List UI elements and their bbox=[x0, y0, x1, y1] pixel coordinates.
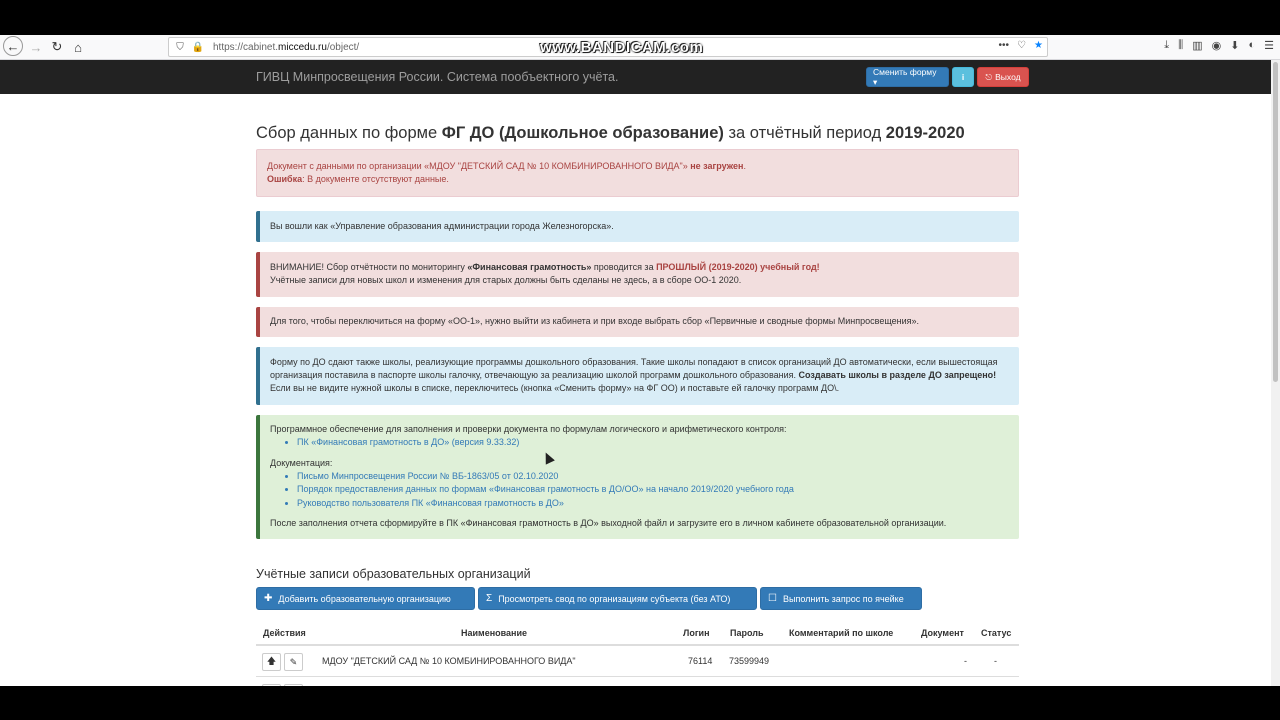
account-icon[interactable]: ◉ bbox=[1211, 40, 1222, 52]
page-title: Сбор данных по форме ФГ ДО (Дошкольное образование) за отчётный период 2019-2020 bbox=[256, 124, 965, 142]
table-header: Действия Наименование Логин Пароль Комментарий по школе Документ Статус bbox=[256, 622, 1019, 646]
page-actions-icon[interactable]: ••• bbox=[998, 40, 1010, 51]
downloads-icon[interactable]: ⤓ bbox=[1164, 39, 1170, 51]
change-form-button[interactable]: Сменить форму ▾ bbox=[866, 67, 949, 87]
logout-label: Выход bbox=[995, 72, 1021, 82]
cell-query-button[interactable]: ☐ Выполнить запрос по ячейке bbox=[760, 587, 922, 610]
checkbox-icon: ☐ bbox=[768, 593, 777, 604]
bandicam-watermark: www.BANDICAM.com bbox=[540, 39, 704, 56]
org-status: - bbox=[994, 656, 997, 666]
software-alert: Программное обеспечение для заполнения и проверки документа по формулам логического и арифметического контроля: • ПК «Финансовая грамотность в ДО» (версия 9.33.32) Документация: • Письмо Минпросвещения России № ВБ-1863/05 от 02.10.2020 • Порядок предоставления данных по формам «Финансовая грамотность в ДО/ОО» на начало 2019/2020 учебного года • Руководство пользователя ПК «Финансовая грамотность в ДО» После заполнения отчета сформируйте в ПК «Финансовая грамотность в ДО» выходной файл и загрузите его в личном кабинете образовательной организации. bbox=[256, 415, 1019, 539]
logout-button[interactable] bbox=[977, 67, 1029, 87]
add-organization-button[interactable]: ✚ Добавить образовательную организацию bbox=[256, 587, 475, 610]
org-document[interactable]: - bbox=[964, 656, 967, 666]
home-icon[interactable]: ⌂ bbox=[74, 39, 82, 55]
org-name: МДОУ "ДЕТСКИЙ САД № 10 КОМБИНИРОВАННОГО ВИДА" bbox=[322, 656, 576, 666]
video-letterbox-bottom bbox=[0, 686, 1280, 720]
org-password: 73599949 bbox=[729, 656, 770, 666]
info-icon: i bbox=[961, 72, 965, 82]
download-arrow-icon[interactable]: ⬇ bbox=[1230, 40, 1240, 52]
sigma-icon: Σ bbox=[486, 593, 493, 604]
org-login: 76114 bbox=[688, 656, 713, 666]
info-button[interactable] bbox=[952, 67, 974, 87]
up-arrow-icon[interactable]: 🡅 bbox=[262, 653, 281, 671]
menu-icon[interactable]: ☰ bbox=[1264, 40, 1274, 52]
doc-link-user-guide[interactable]: Руководство пользователя ПК «Финансовая грамотность в ДО» bbox=[297, 497, 564, 508]
view-summary-button[interactable]: Σ Просмотреть свод по организациям субъекта (без АТО) bbox=[478, 587, 757, 610]
schools-info-alert: Форму по ДО сдают также школы, реализующие программы дошкольного образования. Такие школы попадают в список организаций ДО автоматически, если вышестоящая организация поставила в паспорте школы галочку, отвечающую за реализацию школой программ дошкольного образования. Создавать школы в разделе ДО запрещено! Если вы не видите нужной школы в списке, переключитесь (кнопка «Сменить форму» на ФГ ОО) и поставьте ей галочку программ ДО\. bbox=[256, 347, 1019, 405]
edit-icon[interactable]: ✎ bbox=[284, 653, 303, 671]
table-row bbox=[256, 647, 1019, 677]
back-icon[interactable]: ← bbox=[3, 36, 23, 56]
software-download-link[interactable]: ПК «Финансовая грамотность в ДО» (версия 9.33.32) bbox=[297, 437, 520, 447]
section-title: Учётные записи образовательных организаций bbox=[256, 567, 531, 581]
page-scrollbar[interactable] bbox=[1271, 60, 1280, 686]
pocket-icon[interactable]: ♡ bbox=[1017, 40, 1027, 51]
lock-icon[interactable]: 🔒 bbox=[191, 41, 205, 53]
doc-link-letter[interactable]: Письмо Минпросвещения России № ВБ-1863/05 от 02.10.2020 bbox=[297, 470, 559, 481]
logout-icon: ⎋ bbox=[985, 71, 993, 82]
reload-icon[interactable]: ↻ bbox=[51, 39, 63, 54]
login-info-alert: Вы вошли как «Управление образования администрации города Железногорска». bbox=[256, 211, 1019, 242]
extension-icon[interactable]: ◐ bbox=[1248, 39, 1256, 51]
warning-alert: ВНИМАНИЕ! Сбор отчётности по мониторингу «Финансовая грамотность» проводится за ПРОШЛЫЙ (2019-2020) учебный год! Учётные записи для новых школ и изменения для старых должны быть сделаны не здесь, а в сборе ОО-1 2020. bbox=[256, 252, 1019, 297]
shield-icon[interactable]: ⛉ bbox=[176, 41, 184, 53]
url-text[interactable]: https://cabinet.miccedu.ru/object/ bbox=[213, 41, 360, 53]
library-icon[interactable]: ⫼ bbox=[1178, 39, 1184, 51]
error-alert: Документ с данными по организации «МДОУ "ДЕТСКИЙ САД № 10 КОМБИНИРОВАННОГО ВИДА"» не загружен. Ошибка: В документе отсутствуют данные. bbox=[256, 149, 1019, 197]
bookmark-star-icon[interactable]: ★ bbox=[1034, 40, 1043, 51]
navbar-brand[interactable]: ГИВЦ Минпросвещения России. Система пообъектного учёта. bbox=[256, 70, 619, 84]
top-navbar bbox=[0, 60, 1280, 94]
browser-toolbar bbox=[0, 35, 1280, 60]
web-page bbox=[0, 60, 1280, 686]
plus-icon: ✚ bbox=[264, 593, 273, 604]
video-letterbox-top bbox=[0, 0, 1280, 35]
forward-icon[interactable]: → bbox=[29, 39, 43, 55]
switch-form-alert: Для того, чтобы переключиться на форму «ОО-1», нужно выйти из кабинета и при входе выбрать сбор «Первичные и сводные формы Минпросвещения». bbox=[256, 307, 1019, 337]
table-row-partial bbox=[256, 678, 1019, 686]
scrollbar-thumb[interactable] bbox=[1273, 62, 1278, 382]
sidebar-icon[interactable]: ▥ bbox=[1192, 40, 1203, 52]
doc-link-procedure[interactable]: Порядок предоставления данных по формам «Финансовая грамотность в ДО/ОО» на начало 2019/2020 учебного года bbox=[297, 484, 794, 494]
